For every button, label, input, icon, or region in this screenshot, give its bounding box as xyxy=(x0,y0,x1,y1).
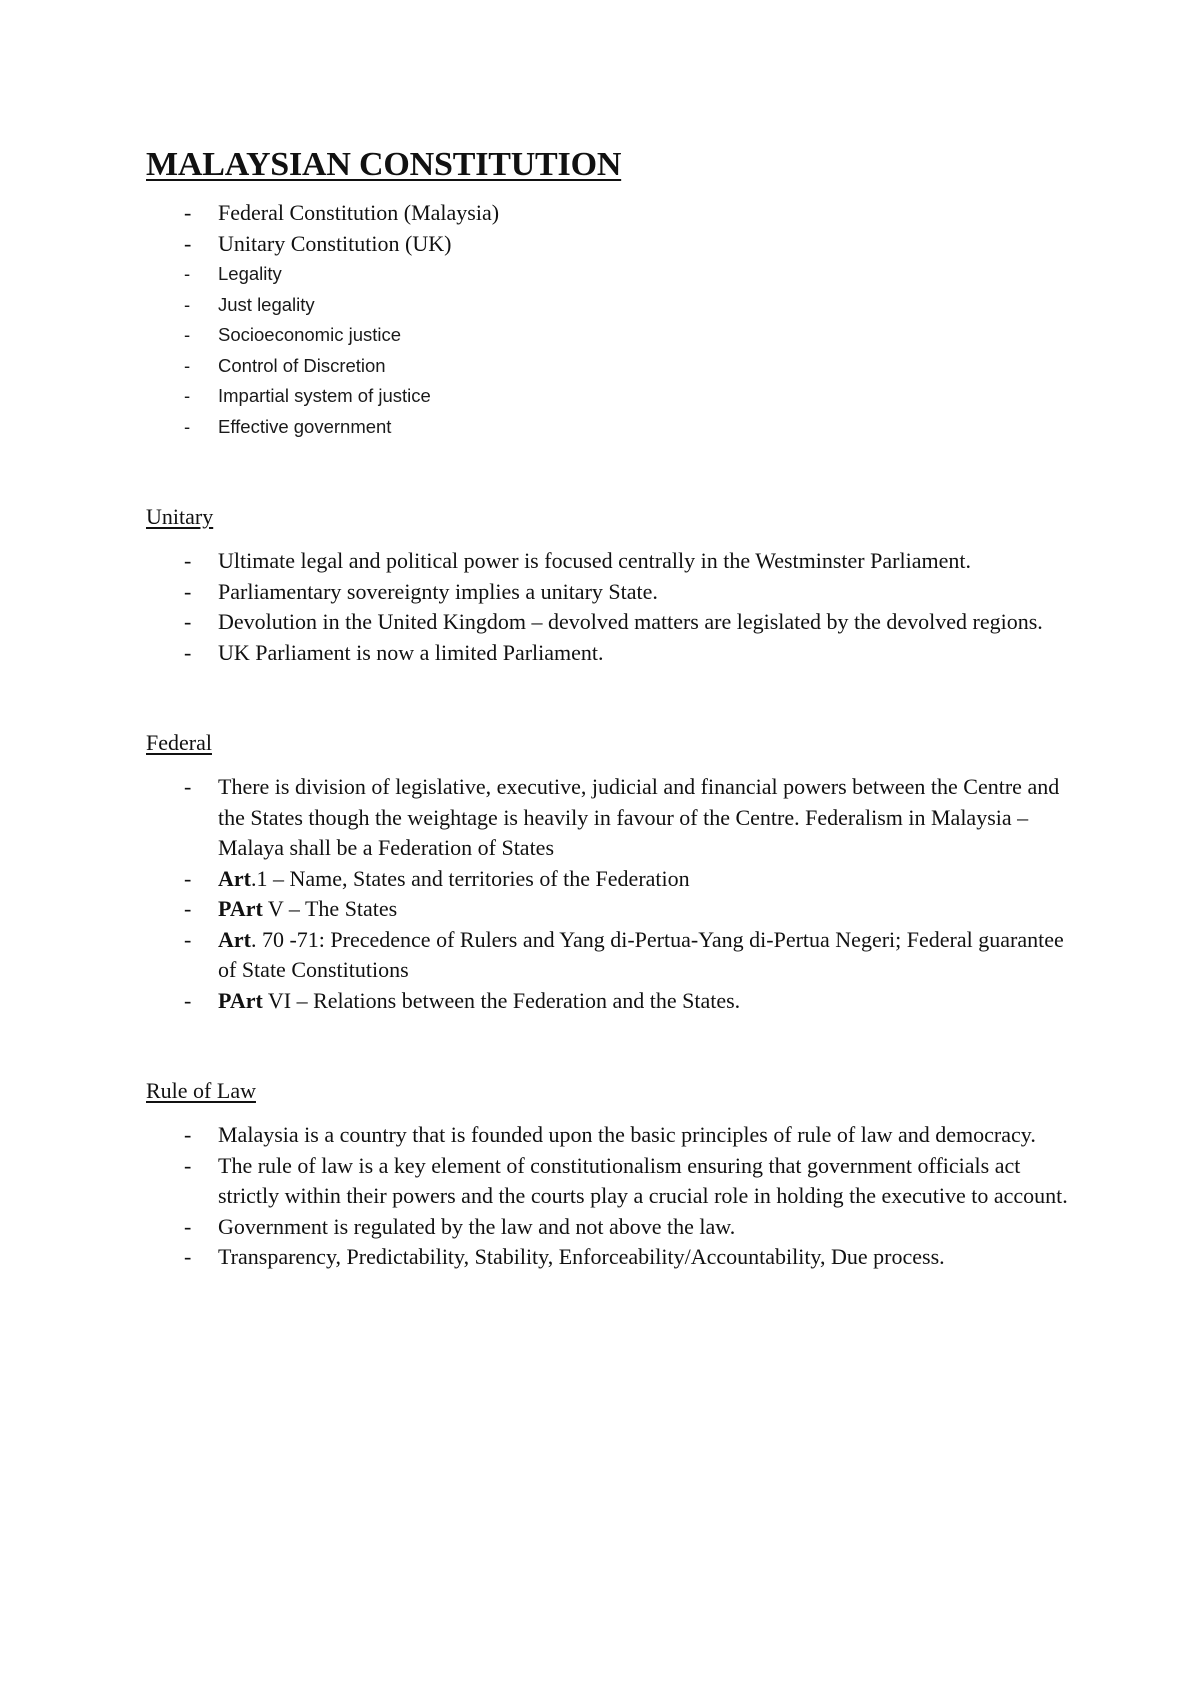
section-heading: Federal xyxy=(146,730,212,755)
list-item: - Control of Discretion xyxy=(146,351,1086,382)
list-item xyxy=(146,864,1086,895)
list-item: - Devolution in the United Kingdom – devolved matters are legislated by the devolved regions. xyxy=(146,607,1086,638)
list-item xyxy=(146,986,1086,1017)
list-item: - Impartial system of justice xyxy=(146,381,1086,412)
list-item: - Just legality xyxy=(146,290,1086,321)
item-text: VI – Relations between the Federation and the States. xyxy=(262,987,741,1013)
list-item: - The rule of law is a key element of constitutionalism ensuring that government officials act strictly within their powers and the courts play a crucial role in holding the executive to account. xyxy=(146,1151,1086,1212)
section-rule-of-law xyxy=(146,1076,1086,1273)
federal-list xyxy=(146,772,1086,1016)
list-item xyxy=(146,925,1086,986)
unitary-list xyxy=(146,546,1086,668)
list-item: - UK Parliament is now a limited Parliament. xyxy=(146,638,1086,669)
section-heading: Rule of Law xyxy=(146,1078,256,1103)
list-item: - Malaysia is a country that is founded upon the basic principles of rule of law and democracy. xyxy=(146,1120,1086,1151)
list-item: - Federal Constitution (Malaysia) xyxy=(146,198,1086,229)
item-text: There is division of legislative, executive, judicial and financial powers between the Centre and the States though the weightage is heavily in favour of the Centre. Federalism in Malaysia – Malaya shall be a Federation of States xyxy=(218,774,1060,860)
item-text: V – The States xyxy=(262,896,398,921)
article-prefix: Art xyxy=(229,987,263,1013)
part-prefix-p: P xyxy=(218,896,230,921)
list-item xyxy=(146,772,1086,864)
article-prefix: Art xyxy=(229,896,263,921)
article-prefix: Art xyxy=(218,865,251,891)
list-item: - Parliamentary sovereignty implies a unitary State. xyxy=(146,577,1086,608)
item-text: . 70 -71: Precedence of Rulers and Yang di-Pertua-Yang di-Pertua Negeri; Federal guarantee of State Constitutions xyxy=(218,926,1064,982)
list-item: - Effective government xyxy=(146,412,1086,443)
section-federal xyxy=(146,728,1086,1016)
document-body xyxy=(146,146,1086,1273)
rule-of-law-list xyxy=(146,1120,1086,1273)
list-item: - Government is regulated by the law and not above the law. xyxy=(146,1212,1086,1243)
list-item xyxy=(146,894,1086,925)
page-title: MALAYSIAN CONSTITUTION xyxy=(146,146,622,183)
part-prefix-p: P xyxy=(218,987,230,1013)
list-item: - Ultimate legal and political power is focused centrally in the Westminster Parliament. xyxy=(146,546,1086,577)
list-item: - Socioeconomic justice xyxy=(146,320,1086,351)
article-prefix: Art xyxy=(218,926,251,952)
list-item: - Transparency, Predictability, Stability, Enforceability/Accountability, Due process. xyxy=(146,1242,1086,1273)
item-text: .1 – Name, States and territories of the Federation xyxy=(250,865,690,891)
intro-list xyxy=(146,198,1086,442)
section-heading: Unitary xyxy=(146,504,214,529)
list-item: - Unitary Constitution (UK) xyxy=(146,229,1086,260)
section-unitary xyxy=(146,502,1086,668)
list-item: - Legality xyxy=(146,259,1086,290)
